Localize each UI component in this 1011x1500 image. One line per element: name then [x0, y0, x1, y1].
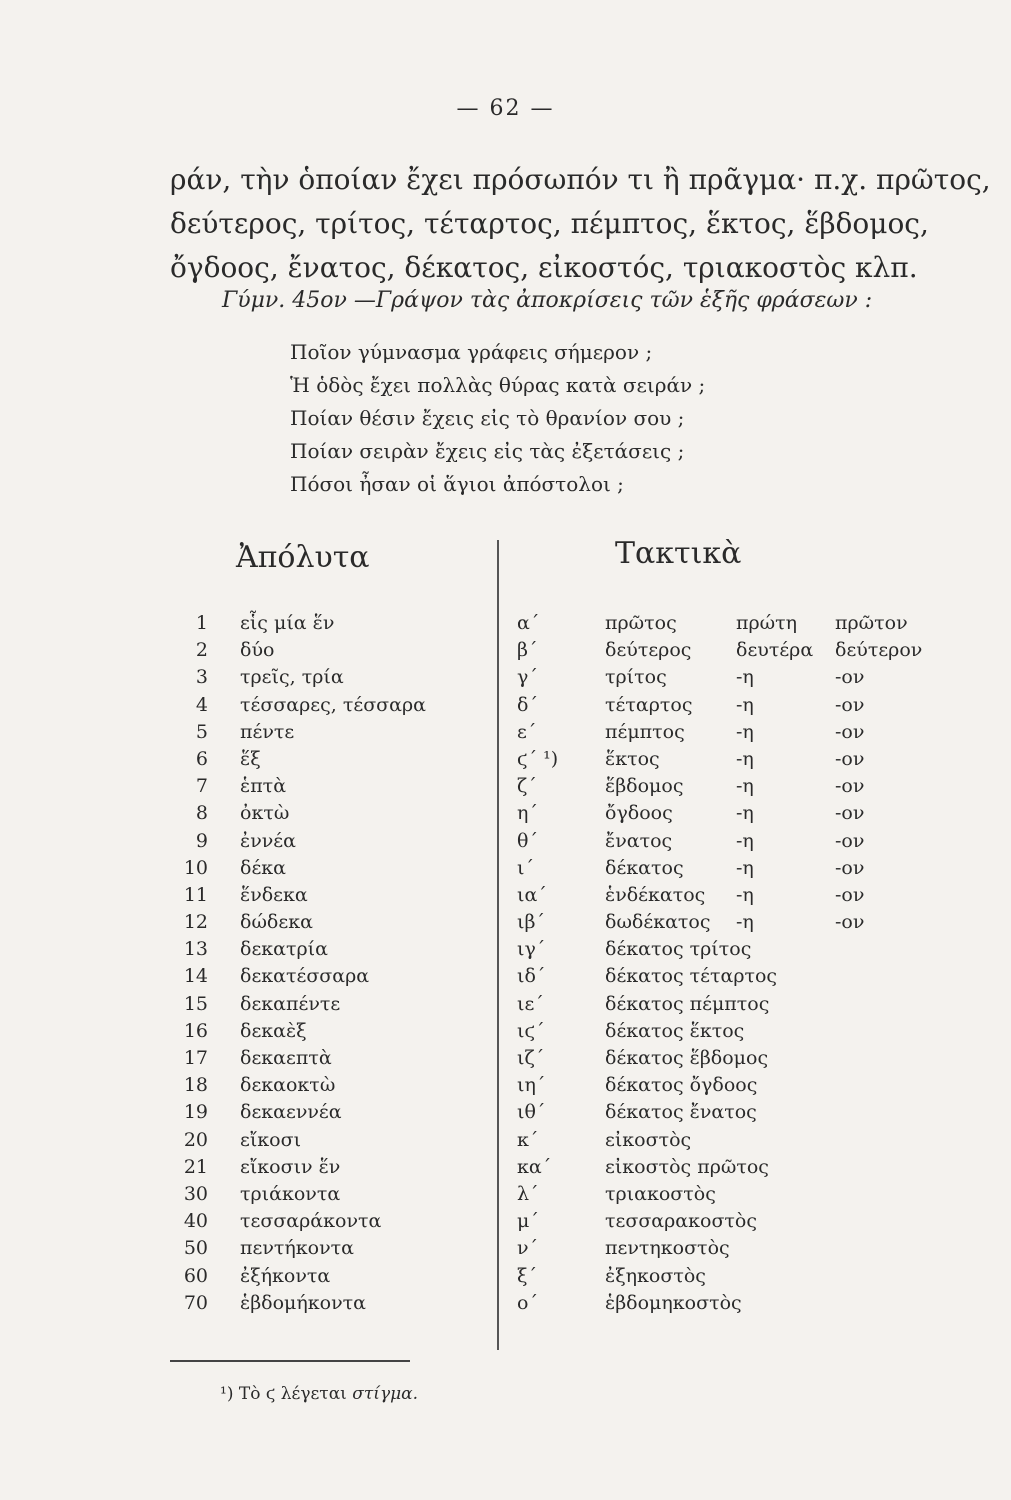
ordinal-neuter: -ον	[835, 747, 865, 770]
footnote-text: ¹) Τὸ ϛ λέγεται	[220, 1384, 347, 1404]
greek-numeral: λ΄	[517, 1182, 539, 1205]
ordinal-word: δέκατος	[605, 856, 684, 879]
ordinal-neuter: -ον	[835, 720, 865, 743]
row-number: 2	[195, 639, 208, 662]
ordinal-neuter: -ον	[835, 883, 865, 906]
ordinal-word: ἕβδομος	[605, 775, 684, 798]
row-number: 3	[195, 666, 208, 689]
cardinal-word: δεκαοκτὼ	[240, 1074, 336, 1097]
intro-line: ράν, τὴν ὁποίαν ἔχει πρόσωπόν τι ἢ πρᾶγμα· π.χ. πρῶτος,	[170, 163, 991, 196]
ordinal-neuter: πρῶτον	[835, 612, 908, 634]
ordinal-word: δωδέκατος	[605, 911, 711, 934]
row-number: 4	[195, 693, 208, 716]
numeral-table	[0, 612, 1011, 1319]
table-row	[0, 1156, 1011, 1183]
cardinal-word: δύο	[240, 639, 275, 662]
greek-numeral: ιδ΄	[517, 965, 546, 988]
greek-numeral: ια΄	[517, 883, 547, 906]
intro-paragraph	[170, 158, 991, 290]
ordinal-word: πέμπτος	[605, 720, 685, 743]
ordinal-word: τρίτος	[605, 666, 667, 689]
ordinal-header: Τακτικὰ	[615, 536, 742, 571]
question: Ἡ ὁδὸς ἔχει πολλὰς θύρας κατὰ σειράν ;	[290, 373, 706, 397]
cardinal-word: πεντήκοντα	[240, 1237, 354, 1260]
table-row	[0, 639, 1011, 666]
ordinal-word: δέκατος ὄγδοος	[605, 1074, 758, 1097]
row-number: 20	[183, 1128, 208, 1151]
ordinal-neuter: -ον	[835, 666, 865, 689]
cardinal-word: τέσσαρες, τέσσαρα	[240, 693, 426, 716]
greek-numeral: ν΄	[517, 1237, 539, 1260]
row-number: 5	[195, 720, 208, 743]
ordinal-neuter: -ον	[835, 802, 865, 825]
ordinal-word: τέταρτος	[605, 693, 693, 716]
row-number: 8	[195, 802, 208, 825]
row-number: 40	[183, 1210, 208, 1233]
greek-numeral: ιη΄	[517, 1074, 546, 1097]
cardinal-word: ἕνδεκα	[240, 883, 308, 906]
cardinal-word: ἐννέα	[240, 829, 296, 852]
ordinal-neuter: -ον	[835, 911, 865, 934]
greek-numeral: ε΄	[517, 720, 537, 743]
ordinal-word: ἑβδομηκοστὸς	[605, 1291, 742, 1314]
ordinal-word: δέκατος τέταρτος	[605, 965, 778, 988]
question-list	[290, 336, 705, 501]
greek-numeral: ιγ΄	[517, 938, 546, 961]
ordinal-word: δέκατος πέμπτος	[605, 992, 770, 1015]
greek-numeral: ο΄	[517, 1291, 538, 1314]
table-row	[0, 802, 1011, 829]
greek-numeral: ζ΄	[517, 775, 537, 798]
greek-numeral: ιθ΄	[517, 1101, 546, 1124]
ordinal-word: ἑνδέκατος	[605, 883, 706, 906]
greek-numeral: η΄	[517, 802, 538, 825]
cardinal-word: εἷς μία ἕν	[240, 612, 335, 634]
table-row	[0, 721, 1011, 748]
table-row	[0, 1020, 1011, 1047]
row-number: 12	[183, 911, 208, 934]
ordinal-word: ἐξηκοστὸς	[605, 1264, 706, 1287]
footnote	[220, 1384, 418, 1404]
ordinal-word: ὄγδοος	[605, 802, 673, 825]
ordinal-neuter: δεύτερον	[835, 639, 923, 662]
ordinal-word: πρῶτος	[605, 612, 677, 634]
question: Ποίαν σειρὰν ἔχεις εἰς τὰς ἐξετάσεις ;	[290, 439, 685, 463]
cardinal-word: δεκατέσσαρα	[240, 965, 370, 988]
cardinal-word: ἐξήκοντα	[240, 1264, 331, 1287]
ordinal-word: τριακοστὸς	[605, 1182, 716, 1205]
row-number: 17	[183, 1047, 208, 1069]
ordinal-feminine: -η	[736, 829, 754, 852]
page-number: — 62 —	[456, 96, 555, 121]
ordinal-feminine: δευτέρα	[736, 639, 814, 662]
footnote-rule	[170, 1360, 410, 1362]
greek-numeral: ιε΄	[517, 992, 544, 1015]
question: Ποίαν θέσιν ἔχεις εἰς τὸ θρανίον σου ;	[290, 406, 685, 430]
intro-line: ὄγδοος, ἔνατος, δέκατος, εἰκοστός, τριακοστὸς κλπ.	[170, 251, 918, 284]
ordinal-word: εἰκοστὸς πρῶτος	[605, 1155, 769, 1178]
cardinal-word: τεσσαράκοντα	[240, 1210, 382, 1233]
table-row	[0, 1210, 1011, 1237]
row-number: 13	[183, 938, 208, 961]
greek-numeral: ιϛ΄	[517, 1019, 545, 1042]
greek-numeral: ι΄	[517, 856, 534, 879]
exercise-heading: Γύμν. 45ον —Γράψον τὰς ἀποκρίσεις τῶν ἑξῆς φράσεων :	[222, 288, 873, 313]
row-number: 7	[195, 775, 208, 798]
greek-numeral: κ΄	[517, 1128, 539, 1151]
table-row	[0, 830, 1011, 857]
ordinal-word: τεσσαρακοστὸς	[605, 1210, 757, 1233]
row-number: 16	[183, 1019, 208, 1042]
table-row	[0, 1265, 1011, 1292]
row-number: 30	[183, 1182, 208, 1205]
cardinal-word: δεκαπέντε	[240, 992, 341, 1015]
cardinal-word: ἑπτὰ	[240, 775, 287, 798]
cardinal-word: εἴκοσι	[240, 1128, 302, 1151]
cardinal-word: δεκαὲξ	[240, 1019, 307, 1042]
cardinal-word: πέντε	[240, 720, 295, 743]
greek-numeral: μ΄	[517, 1210, 539, 1233]
table-row	[0, 775, 1011, 802]
ordinal-neuter: -ον	[835, 693, 865, 716]
table-row	[0, 857, 1011, 884]
greek-numeral: ϛ΄ ¹)	[517, 747, 559, 770]
table-row	[0, 748, 1011, 775]
ordinal-word: ἕκτος	[605, 747, 660, 770]
ordinal-neuter: -ον	[835, 856, 865, 879]
greek-numeral: δ΄	[517, 693, 538, 716]
table-row	[0, 938, 1011, 965]
ordinal-feminine: -η	[736, 666, 754, 689]
table-row	[0, 694, 1011, 721]
ordinal-word: ἔνατος	[605, 829, 673, 852]
row-number: 18	[183, 1074, 208, 1097]
row-number: 70	[183, 1291, 208, 1314]
table-row	[0, 666, 1011, 693]
ordinal-feminine: -η	[736, 856, 754, 879]
table-row	[0, 1047, 1011, 1074]
cardinal-word: δεκατρία	[240, 938, 328, 961]
table-row	[0, 1129, 1011, 1156]
table-row	[0, 884, 1011, 911]
greek-numeral: ξ΄	[517, 1264, 537, 1287]
table-row	[0, 911, 1011, 938]
intro-line: δεύτερος, τρίτος, τέταρτος, πέμπτος, ἕκτος, ἕβδομος,	[170, 207, 929, 240]
question: Πόσοι ἦσαν οἱ ἅγιοι ἀπόστολοι ;	[290, 472, 624, 496]
row-number: 15	[183, 992, 208, 1015]
row-number: 10	[183, 856, 208, 879]
greek-numeral: θ΄	[517, 829, 538, 852]
footnote-term: στίγμα.	[352, 1384, 419, 1404]
ordinal-feminine: -η	[736, 802, 754, 825]
ordinal-neuter: -ον	[835, 775, 865, 798]
cardinal-word: ἑβδομήκοντα	[240, 1291, 366, 1314]
table-row	[0, 965, 1011, 992]
cardinal-word: ἕξ	[240, 747, 261, 770]
table-row	[0, 993, 1011, 1020]
cardinal-word: δεκαεπτὰ	[240, 1047, 332, 1069]
cardinal-word: τρεῖς, τρία	[240, 666, 344, 689]
row-number: 21	[183, 1155, 208, 1178]
row-number: 60	[183, 1264, 208, 1287]
cardinal-word: τριάκοντα	[240, 1182, 341, 1205]
ordinal-word: εἰκοστὸς	[605, 1128, 692, 1151]
cardinal-word: δεκαεννέα	[240, 1101, 342, 1124]
question: Ποῖον γύμνασμα γράφεις σήμερον ;	[290, 340, 653, 364]
ordinal-word: πεντηκοστὸς	[605, 1237, 730, 1260]
row-number: 6	[195, 747, 208, 770]
table-row	[0, 1183, 1011, 1210]
ordinal-feminine: -η	[736, 775, 754, 798]
greek-numeral: ιζ΄	[517, 1047, 545, 1069]
row-number: 19	[183, 1101, 208, 1124]
ordinal-word: δέκατος ἕβδομος	[605, 1047, 769, 1069]
greek-numeral: κα΄	[517, 1155, 552, 1178]
ordinal-feminine: -η	[736, 911, 754, 934]
row-number: 1	[195, 612, 208, 634]
cardinal-word: ὀκτὼ	[240, 802, 290, 825]
ordinal-feminine: πρώτη	[736, 612, 798, 634]
cardinal-word: δώδεκα	[240, 911, 313, 934]
greek-numeral: γ΄	[517, 666, 538, 689]
ordinal-feminine: -η	[736, 747, 754, 770]
cardinal-header: Ἀπόλυτα	[236, 540, 370, 575]
table-row	[0, 612, 1011, 639]
table-row	[0, 1101, 1011, 1128]
row-number: 9	[195, 829, 208, 852]
row-number: 50	[183, 1237, 208, 1260]
cardinal-word: εἴκοσιν ἕν	[240, 1155, 341, 1178]
ordinal-word: δέκατος ἔνατος	[605, 1101, 757, 1124]
ordinal-word: δέκατος τρίτος	[605, 938, 752, 961]
ordinal-feminine: -η	[736, 693, 754, 716]
table-row	[0, 1292, 1011, 1319]
table-row	[0, 1237, 1011, 1264]
row-number: 14	[183, 965, 208, 988]
table-row	[0, 1074, 1011, 1101]
ordinal-feminine: -η	[736, 883, 754, 906]
cardinal-word: δέκα	[240, 856, 286, 879]
row-number: 11	[183, 883, 208, 906]
ordinal-feminine: -η	[736, 720, 754, 743]
ordinal-word: δέκατος ἕκτος	[605, 1019, 745, 1042]
greek-numeral: ιβ΄	[517, 911, 545, 934]
ordinal-neuter: -ον	[835, 829, 865, 852]
ordinal-word: δεύτερος	[605, 639, 692, 662]
greek-numeral: β΄	[517, 639, 538, 662]
greek-numeral: α΄	[517, 612, 540, 634]
